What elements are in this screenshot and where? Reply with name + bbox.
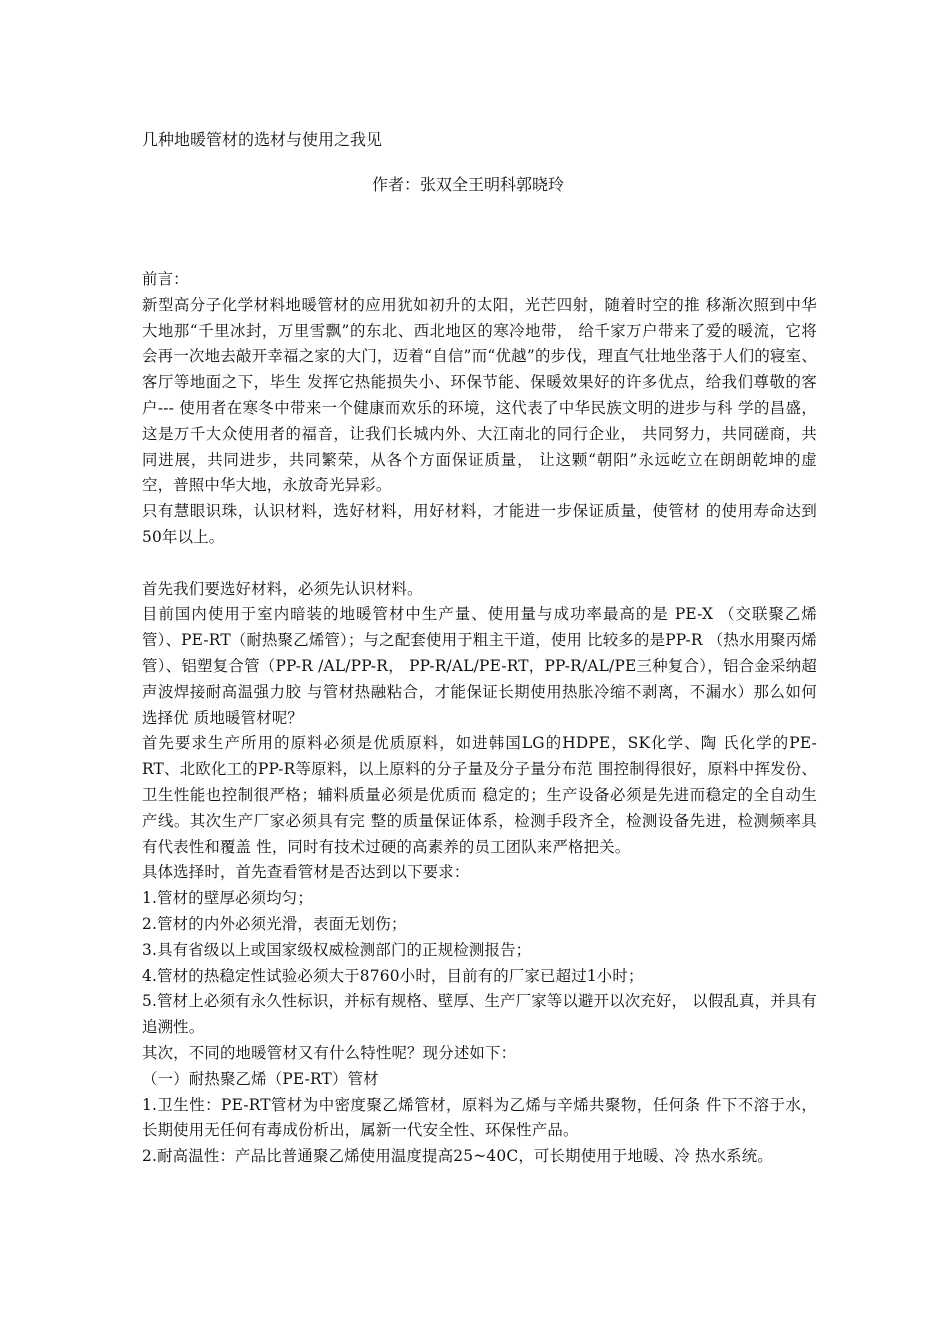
list-item: 2.管材的内外必须光滑，表面无划伤； xyxy=(142,914,407,933)
document-author: 作者：张双全王明科郭晓玲 xyxy=(372,175,565,194)
body-paragraph: 其次，不同的地暖管材又有什么特性呢？现分述如下： xyxy=(142,1043,517,1062)
list-item: 3.具有省级以上或国家级权威检测部门的正规检测报告； xyxy=(142,940,532,959)
paragraph-gap xyxy=(142,551,817,577)
list-item: 4.管材的热稳定性试验必须大于8760小时，目前有的厂家已超过1小时； xyxy=(142,966,644,985)
document-body xyxy=(142,267,817,1170)
body-paragraph: 只有慧眼识珠，认识材料，选好材料，用好材料，才能进一步保证质量，使管材 的使用寿命达到50年以上。 xyxy=(142,502,817,546)
body-paragraph: 具体选择时，首先查看管材是否达到以下要求： xyxy=(142,863,470,882)
body-paragraph: 新型高分子化学材料地暖管材的应用犹如初升的太阳，光芒四射，随着时空的推 移渐次照到中华大地那“千里冰封，万里雪飘”的东北、西北地区的寒冷地带， 给千家万户带来了爱的暖流，它将会再一次地去敲开幸福之家的大门，迈着“自信”而“优越”的步伐，理直气壮地坐落于人们的寝室、客厅等地面之下，毕生 发挥它热能损失小、环保节能、保暖效果好的许多优点，给我们尊敬的客户--- 使用者在寒冬中带来一个健康而欢乐的环境，这代表了中华民族文明的进步与科 学的昌盛，这是万千大众使用者的福音，让我们长城内外、大江南北的同行企业， 共同努力，共同磋商，共同进展，共同进步，共同繁荣，从各个方面保证质量， 让这颗“朝阳”永远屹立在朗朗乾坤的虚空，普照中华大地，永放奇光异彩。 xyxy=(142,295,817,495)
body-paragraph: 目前国内使用于室内暗装的地暖管材中生产量、使用量与成功率最高的是 PE-X （交联聚乙烯管）、PE-RT（耐热聚乙烯管）；与之配套使用于粗主干道，使用 比较多的是PP-R （热水用聚丙烯管）、铝塑复合管（PP-R /AL/PP-R， PP-R/AL/PE-RT，PP-R/AL/PE三种复合），铝合金采纳超声波焊接耐高温强力胶 与管材热融粘合，才能保证长期使用热胀冷缩不剥离，不漏水）那么如何选择优 质地暖管材呢？ xyxy=(142,605,817,727)
document-title: 几种地暖管材的选材与使用之我见 xyxy=(142,130,383,149)
body-paragraph: 首先要求生产所用的原料必须是优质原料，如进韩国LG的HDPE，SK化学、陶 氏化学的PE-RT、北欧化工的PP-R等原料，以上原料的分子量及分子量分布范 围控制得很好，原料中挥发份、卫生性能也控制很严格；辅料质量必须是优质而 稳定的；生产设备必须是先进而稳定的全自动生产线。其次生产厂家必须具有完 整的质量保证体系，检测手段齐全，检测设备先进，检测频率具有代表性和覆盖 性，同时有技术过硬的高素养的员工团队来严格把关。 xyxy=(142,734,817,856)
preface-heading: 前言： xyxy=(142,270,189,288)
section-heading: （一）耐热聚乙烯（PE-RT）管材 xyxy=(142,1069,379,1088)
body-paragraph: 首先我们要选好材料，必须先认识材料。 xyxy=(142,579,423,598)
list-item: 1.卫生性：PE-RT管材为中密度聚乙烯管材，原料为乙烯与辛烯共聚物，任何条 件下不溶于水，长期使用无任何有毒成份析出，属新一代安全性、环保性产品。 xyxy=(142,1095,817,1140)
list-item: 1.管材的壁厚必须均匀； xyxy=(142,889,313,908)
list-item: 5.管材上必须有永久性标识，并标有规格、壁厚、生产厂家等以避开以次充好， 以假乱真，并具有追溯性。 xyxy=(142,992,817,1037)
list-item: 2.耐高温性：产品比普通聚乙烯使用温度提高25~40C，可长期使用于地暖、冷 热水系统。 xyxy=(142,1147,773,1166)
